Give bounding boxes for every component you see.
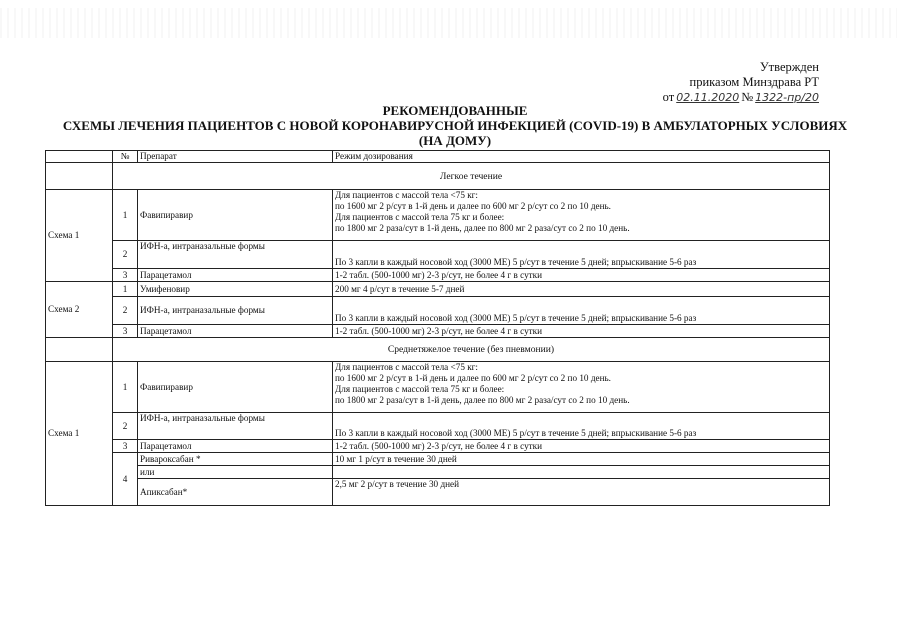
- header-drug: Препарат: [138, 151, 333, 163]
- section-row-moderate: [46, 338, 830, 362]
- section-moderate-title: Среднетяжелое течение (без пневмонии): [113, 338, 830, 362]
- drug-name: Умифеновир: [138, 282, 333, 297]
- table-row: [46, 282, 830, 297]
- dose-line: по 1800 мг 2 раза/сут в 1-й день, далее по 800 мг 2 раза/сут со 2 по 10 день.: [335, 395, 630, 405]
- table-row: [46, 440, 830, 453]
- approval-line-2: приказом Минздрава РТ: [689, 75, 819, 89]
- dose-regimen: [333, 362, 830, 413]
- dose-line: по 1600 мг 2 р/сут в 1-й день и далее по 600 мг 2 р/сут со 2 по 10 день.: [335, 373, 611, 383]
- dose-line: Для пациентов с массой тела <75 кг:: [335, 362, 478, 372]
- table-row: [46, 453, 830, 466]
- row-num: 3: [113, 269, 138, 282]
- row-num: 3: [113, 440, 138, 453]
- drug-name: ИФН-а, интраназальные формы: [138, 241, 333, 269]
- drug-name: Парацетамол: [138, 269, 333, 282]
- dose-line: по 1600 мг 2 р/сут в 1-й день и далее по 600 мг 2 р/сут со 2 по 10 день.: [335, 201, 611, 211]
- section-row-mild: [46, 163, 830, 190]
- dose-regimen: 1-2 табл. (500-1000 мг) 2-3 р/сут, не более 4 г в сутки: [333, 269, 830, 282]
- row-num: 2: [113, 413, 138, 440]
- drug-name: ИФН-а, интраназальные формы: [138, 413, 333, 440]
- table-row: [46, 479, 830, 506]
- section-blank: [46, 163, 113, 190]
- drug-name: ИФН-а, интраназальные формы: [138, 297, 333, 325]
- row-num: 4: [113, 453, 138, 506]
- row-num: 1: [113, 190, 138, 241]
- dose-line: Для пациентов с массой тела <75 кг:: [335, 190, 478, 200]
- title-line-2: СХЕМЫ ЛЕЧЕНИЯ ПАЦИЕНТОВ С НОВОЙ КОРОНАВИРУСНОЙ ИНФЕКЦИЕЙ (COVID-19) В АМБУЛАТОРНЫХ УСЛОВИЯХ: [62, 118, 848, 133]
- dose-regimen: По 3 капли в каждый носовой ход (3000 МЕ) 5 р/сут в течение 5 дней; впрыскивание 5-6 раз: [333, 413, 830, 440]
- drug-name: Фавипиравир: [138, 190, 333, 241]
- table-row: [46, 297, 830, 325]
- approval-date-handwritten: 02.11.2020: [676, 91, 740, 104]
- drug-name: Апиксабан*: [138, 479, 333, 506]
- table-row: [46, 466, 830, 479]
- approval-number-handwritten: 1322-пр/20: [755, 91, 819, 104]
- title-line-3: (НА ДОМУ): [418, 133, 492, 148]
- approval-line-1: Утвержден: [759, 60, 819, 74]
- row-num: 1: [113, 282, 138, 297]
- header-regimen: Режим дозирования: [333, 151, 830, 163]
- table-row: [46, 362, 830, 413]
- row-num: 1: [113, 362, 138, 413]
- dose-regimen: 1-2 табл. (500-1000 мг) 2-3 р/сут, не более 4 г в сутки: [333, 440, 830, 453]
- drug-or: или: [138, 466, 333, 479]
- row-num: 2: [113, 297, 138, 325]
- drug-name: Фавипиравир: [138, 362, 333, 413]
- dose-regimen: По 3 капли в каждый носовой ход (3000 МЕ) 5 р/сут в течение 5 дней; впрыскивание 5-6 раз: [333, 297, 830, 325]
- dose-regimen: 10 мг 1 р/сут в течение 30 дней: [333, 453, 830, 466]
- document-title: [40, 103, 870, 148]
- table-header-row: [46, 151, 830, 163]
- header-num: №: [113, 151, 138, 163]
- table-row: [46, 190, 830, 241]
- dose-line: Для пациентов с массой тела 75 кг и более:: [335, 384, 505, 394]
- row-num: 2: [113, 241, 138, 269]
- title-line-1: РЕКОМЕНДОВАННЫЕ: [382, 103, 528, 118]
- approval-block: [663, 60, 819, 105]
- dose-regimen: 200 мг 4 р/сут в течение 5-7 дней: [333, 282, 830, 297]
- drug-name: Парацетамол: [138, 325, 333, 338]
- table-row: [46, 241, 830, 269]
- dose-regimen: 1-2 табл. (500-1000 мг) 2-3 р/сут, не более 4 г в сутки: [333, 325, 830, 338]
- approval-number-sign: №: [741, 90, 754, 104]
- table-row: [46, 413, 830, 440]
- dose-line: Для пациентов с массой тела 75 кг и более:: [335, 212, 505, 222]
- scheme-label: Схема 1: [46, 190, 113, 282]
- dose-blank: [333, 466, 830, 479]
- treatment-schemes-table: [45, 150, 830, 506]
- approval-from: от: [662, 90, 675, 104]
- table-row: [46, 269, 830, 282]
- row-num: 3: [113, 325, 138, 338]
- scan-noise: [0, 8, 897, 38]
- section-blank: [46, 338, 113, 362]
- drug-name: Ривароксабан *: [138, 453, 333, 466]
- scheme-label: Схема 1: [46, 362, 113, 506]
- dose-regimen: По 3 капли в каждый носовой ход (3000 МЕ) 5 р/сут в течение 5 дней; впрыскивание 5-6 раз: [333, 241, 830, 269]
- header-scheme: [46, 151, 113, 163]
- dose-regimen: 2,5 мг 2 р/сут в течение 30 дней: [333, 479, 830, 506]
- scheme-label: Схема 2: [46, 282, 113, 338]
- dose-regimen: [333, 190, 830, 241]
- table-row: [46, 325, 830, 338]
- dose-line: по 1800 мг 2 раза/сут в 1-й день, далее по 800 мг 2 раза/сут со 2 по 10 день.: [335, 223, 630, 233]
- section-mild-title: Легкое течение: [113, 163, 830, 190]
- drug-name: Парацетамол: [138, 440, 333, 453]
